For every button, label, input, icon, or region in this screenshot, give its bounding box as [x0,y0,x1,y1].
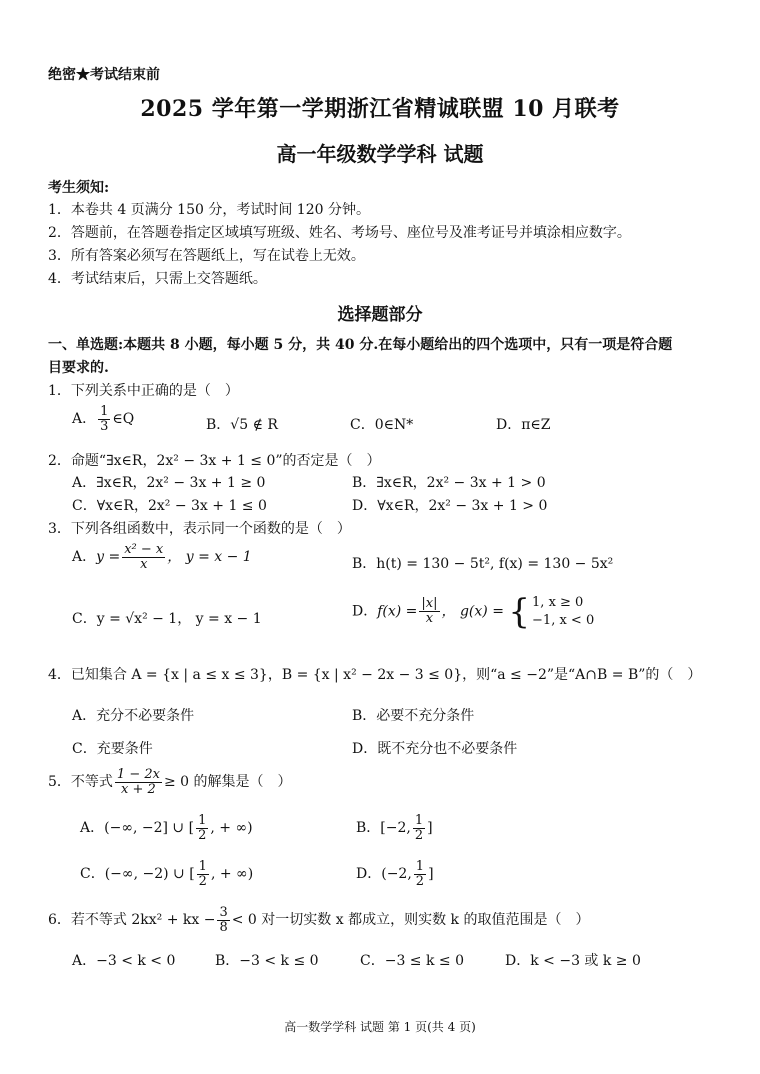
question-3-option-a: A．y = $\frac{\text{x² − x}}{x}$ ， y = x − 1 [72,542,252,572]
question-3-option-c: C．y = √x² − 1， y = x − 1 [72,611,262,627]
question-6-option-c: C．−3 ≤ k ≤ 0 [360,953,465,969]
question-1-option-a: A． $\frac{1}{3}$ ∈Q [72,404,135,434]
question-4-option-a: A．充分不必要条件 [72,708,195,724]
section-title: 选择题部分 [337,305,423,325]
notice-item: 2．答题前，在答题卷指定区域填写班级、姓名、考场号、座位号及准考证号并填涂相应数字。 [48,225,631,241]
question-6-option-a: A．−3 < k < 0 [72,953,176,969]
question-6-option-d: D．k < −3 或 k ≥ 0 [505,953,641,969]
part-instructions-line1: 一、单选题:本题共 8 小题，每小题 5 分，共 40 分.在每小题给出的四个选项中，只有一项是符合题 [48,337,673,353]
exam-subtitle: 高一年级数学学科 试题 [276,142,484,166]
question-2-stem: 2．命题“∃x∈R，2x² − 3x + 1 ≤ 0”的否定是（ ） [48,453,381,469]
confidential-label: 绝密★考试结束前 [48,67,160,83]
question-2-option-c: C．∀x∈R，2x² − 3x + 1 ≤ 0 [72,498,267,514]
question-2-option-b: B．∃x∈R，2x² − 3x + 1 > 0 [352,475,546,491]
question-2-option-d: D．∀x∈R，2x² − 3x + 1 > 0 [352,498,548,514]
question-1-option-d: D．π∈Z [496,417,551,433]
question-1-option-c: C．0∈N* [350,417,414,433]
notice-heading: 考生须知: [48,180,110,196]
question-6-stem: 6．若不等式 2kx² + kx − $\frac{3}{8}$ < 0 对一切实数 x 都成立，则实数 k 的取值范围是（ ） [48,905,590,935]
question-4-option-b: B．必要不充分条件 [352,708,475,724]
question-1-option-b: B．√5 ∉ R [206,417,278,433]
exam-title: 2025 学年第一学期浙江省精诚联盟 10 月联考 [140,96,620,122]
question-3-stem: 3．下列各组函数中，表示同一个函数的是（ ） [48,521,351,537]
question-3-option-b: B．h(t) = 130 − 5t², f(x) = 130 − 5x² [352,556,614,572]
notice-item: 3．所有答案必须写在答题纸上，写在试卷上无效。 [48,248,365,264]
notice-item: 1．本卷共 4 页满分 150 分，考试时间 120 分钟。 [48,202,370,218]
question-5-option-b: B．[−2, $\frac{1}{2}$ ] [356,813,433,843]
question-2-option-a: A．∃x∈R，2x² − 3x + 1 ≥ 0 [72,475,266,491]
question-5-option-d: D．(−2, $\frac{1}{2}$ ] [356,859,434,889]
question-5-option-a: A．(−∞, −2] ∪ [ $\frac{1}{2}$ , + ∞) [80,813,253,843]
question-4-stem: 4．已知集合 A = {x | a ≤ x ≤ 3}，B = {x | x² − 2x − 3 ≤ 0}，则“a ≤ −2”是“A∩B = B”的（ ） [48,667,702,683]
question-6-option-b: B．−3 < k ≤ 0 [215,953,319,969]
question-3-option-d: D．f(x) = $\frac{|x|}{x}$ ， g(x) = { 1, x ≥ 0 −1, x < 0 [352,591,595,632]
question-5-stem: 5．不等式 $\frac{1 - 2x}{x + 2}$ ≥ 0 的解集是（ ） [48,767,292,797]
notice-item: 4．考试结束后，只需上交答题纸。 [48,271,267,287]
question-4-option-d: D．既不充分也不必要条件 [352,741,518,757]
page-footer: 高一数学学科 试题 第 1 页(共 4 页) [284,1020,476,1034]
question-5-option-c: C．(−∞, −2) ∪ [ $\frac{1}{2}$ , + ∞) [80,859,254,889]
question-1-stem: 1．下列关系中正确的是（ ） [48,383,239,399]
question-4-option-c: C．充要条件 [72,741,153,757]
part-instructions-line2: 目要求的. [48,360,109,376]
